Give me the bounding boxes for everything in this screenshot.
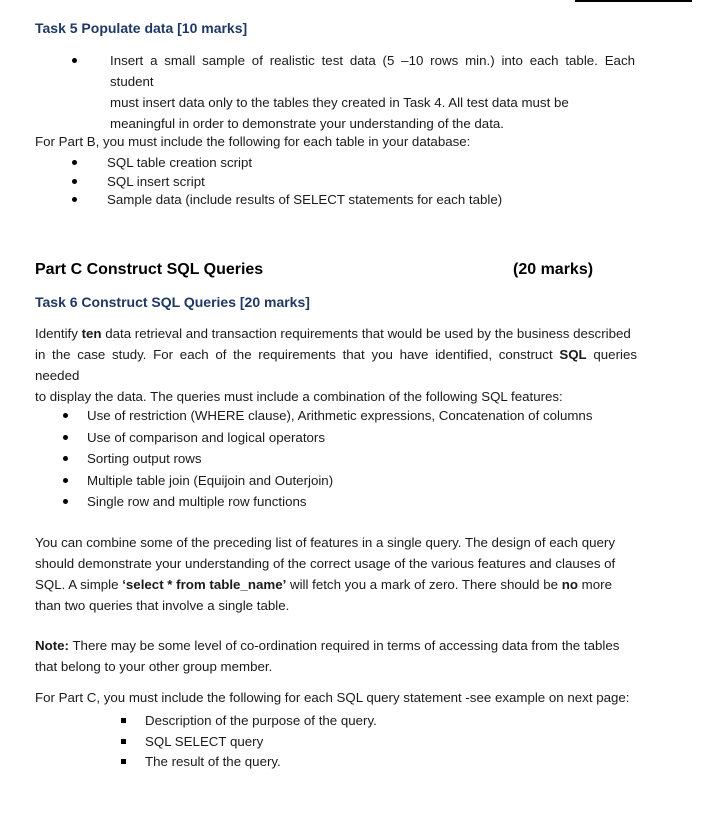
combine-line-1: You can combine some of the preceding list of features in a single query. The design of each query xyxy=(35,535,616,550)
features-list xyxy=(63,405,643,513)
task5-heading: Task 5 Populate data [10 marks] xyxy=(35,20,248,36)
combine-line-4: than two queries that involve a single table. xyxy=(35,598,290,613)
note-paragraph xyxy=(35,635,637,677)
partb-intro: For Part B, you must include the following for each table in your database: xyxy=(35,134,471,149)
task6-line-2: in the case study. For each of the requirements that you have identified, construct SQL queries needed xyxy=(35,347,637,383)
final-item: The result of the query. xyxy=(121,752,621,773)
task5-line-1: Insert a small sample of realistic test data (5 –10 rows min.) into each table. Each student xyxy=(110,53,635,89)
feature-item: Sorting output rows xyxy=(63,448,643,470)
final-item: Description of the purpose of the query. xyxy=(121,711,621,732)
combine-line-3: SQL. A simple ‘select * from table_name’ will fetch you a mark of zero. There should be no more xyxy=(35,577,612,592)
partb-list xyxy=(72,154,632,210)
note-line-1: Note: There may be some level of co-ordination required in terms of accessing data from the tables xyxy=(35,638,620,653)
feature-item: Use of restriction (WHERE clause), Arithmetic expressions, Concatenation of columns xyxy=(63,405,643,427)
task6-line-3: to display the data. The queries must include a combination of the following SQL features: xyxy=(35,389,563,404)
task6-line-1: Identify ten data retrieval and transaction requirements that would be used by the business described xyxy=(35,326,631,341)
partc-final-intro: For Part C, you must include the following for each SQL query statement -see example on next page: xyxy=(35,690,630,705)
feature-item: Single row and multiple row functions xyxy=(63,491,643,513)
combine-line-2: should demonstrate your understanding of the correct usage of the various features and clauses of xyxy=(35,556,616,571)
partb-item: Sample data (include results of SELECT statements for each table) xyxy=(72,191,632,210)
task5-line-3: meaningful in order to demonstrate your understanding of the data. xyxy=(110,116,504,131)
note-line-2: that belong to your other group member. xyxy=(35,659,273,674)
feature-item: Use of comparison and logical operators xyxy=(63,427,643,449)
task5-line-2: must insert data only to the tables they created in Task 4. All test data must be xyxy=(110,95,569,110)
partb-item: SQL table creation script xyxy=(72,154,632,173)
top-rule xyxy=(575,0,692,2)
feature-item: Multiple table join (Equijoin and Outerjoin) xyxy=(63,470,643,492)
final-list xyxy=(121,711,621,773)
combine-paragraph xyxy=(35,532,637,616)
task5-bullet-text xyxy=(110,50,635,134)
task5-bullet-dot xyxy=(72,58,80,66)
task6-heading: Task 6 Construct SQL Queries [20 marks] xyxy=(35,294,310,310)
partc-marks: (20 marks) xyxy=(513,261,594,278)
partc-title: Part C Construct SQL Queries xyxy=(35,261,264,278)
task6-paragraph xyxy=(35,323,637,407)
final-item: SQL SELECT query xyxy=(121,732,621,753)
partb-item: SQL insert script xyxy=(72,173,632,192)
